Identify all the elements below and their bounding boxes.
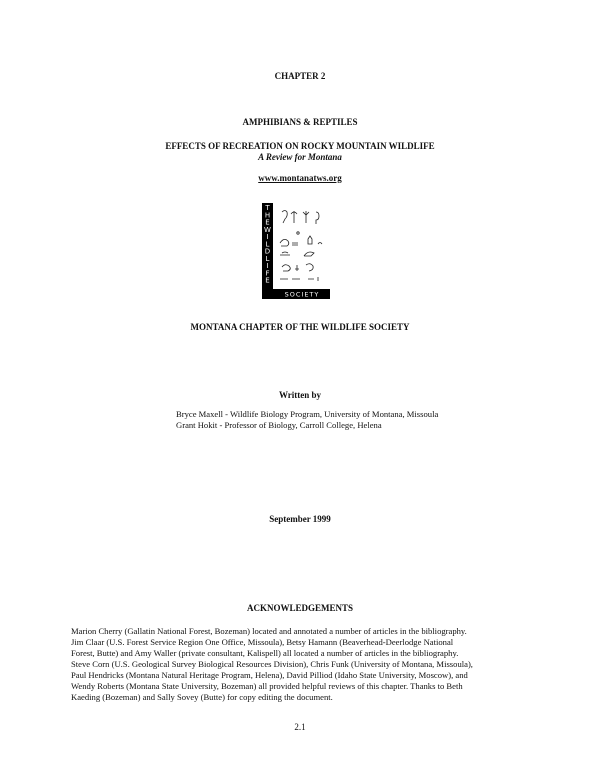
author-line: Grant Hokit - Professor of Biology, Carroll College, Helena [176,420,382,430]
logo-letter: I [266,262,269,271]
ack-line: Marion Cherry (Gallatin National Forest, Bozeman) located and annotated a number of articles in the bibliography. [71,626,467,636]
logo-letter: D [264,247,271,256]
publication-date: September 1999 [269,514,331,524]
logo-letter: E [265,276,270,285]
author-list [176,409,438,431]
page-number: 2.1 [294,722,306,732]
ack-line: Jim Claar (U.S. Forest Service Region One Office, Missoula), Betsy Hamann (Beaverhead-Deerlodge National [71,637,454,647]
ack-line: Wendy Roberts (Montana State University, Bozeman) all provided helpful reviews of this chapter. Thanks to Beth [71,681,463,691]
website-link[interactable]: www.montanatws.org [258,173,342,183]
ack-line: Paul Hendricks (Montana Natural Heritage Program, Helena), David Pilliod (Idaho State University, Moscow), and [71,670,468,680]
acknowledgements-body [71,626,541,703]
logo-letter: H [264,211,271,220]
report-title: EFFECTS OF RECREATION ON ROCKY MOUNTAIN WILDLIFE [165,141,435,151]
organization-name: MONTANA CHAPTER OF THE WILDLIFE SOCIETY [190,322,410,332]
ack-line: Steve Corn (U.S. Geological Survey Biological Resources Division), Chris Funk (University of Montana, Missoula), [71,659,473,669]
logo-letter: F [265,269,270,278]
logo-society-text: SOCIETY [284,290,320,299]
logo-letter: L [265,240,270,249]
ack-line: Forest, Butte) and Amy Waller (private consultant, Kalispell) all located a number of articles in the bibliography. [71,648,459,658]
logo-letter: W [264,225,271,234]
author-line: Bryce Maxell - Wildlife Biology Program, University of Montana, Missoula [176,409,439,419]
report-subtitle: A Review for Montana [258,152,342,162]
logo-letter: I [266,233,269,242]
acknowledgements-heading: ACKNOWLEDGEMENTS [246,603,353,613]
section-title: AMPHIBIANS & REPTILES [242,117,358,127]
written-by-label: Written by [278,390,322,400]
ack-line: Kaeding (Bozeman) and Sally Sovey (Butte) for copy editing the document. [71,692,333,702]
logo-letter: L [265,254,270,263]
wildlife-society-logo [262,203,330,299]
logo-letter: E [265,218,270,227]
logo-letter: T [265,204,270,212]
chapter-label: CHAPTER 2 [274,71,326,81]
